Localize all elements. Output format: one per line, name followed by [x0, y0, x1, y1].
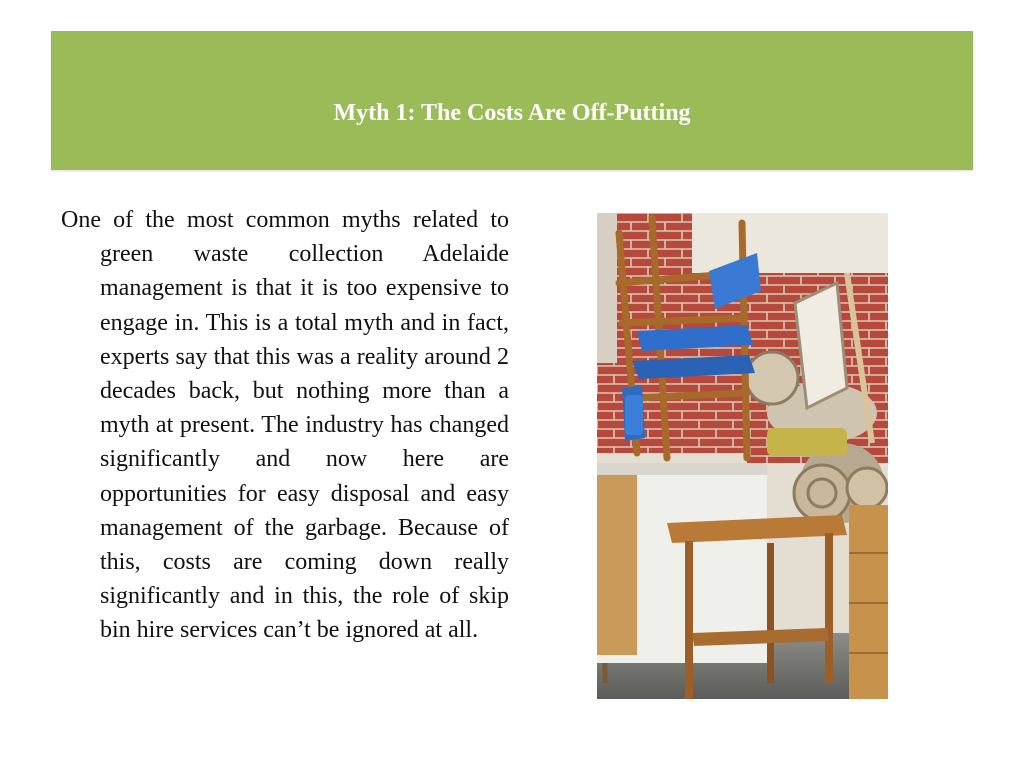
- furniture-pile-photo: [597, 213, 888, 699]
- slide-title: Myth 1: The Costs Are Off-Putting: [333, 100, 691, 126]
- photo-illustration: [597, 213, 888, 699]
- body-paragraph: One of the most common myths related to green waste collection Adelaide management is that it is too expensive to engage in. This is a total myth and in fact, experts say that this was a reality around 2 decades back, but nothing more than a myth at present. The industry has changed significantly and now here are opportunities for easy disposal and easy management of the garbage. Because of this, costs are coming down really significantly and in this, the role of skip bin hire services can’t be ignored at all.: [61, 207, 509, 644]
- title-band: [51, 31, 973, 170]
